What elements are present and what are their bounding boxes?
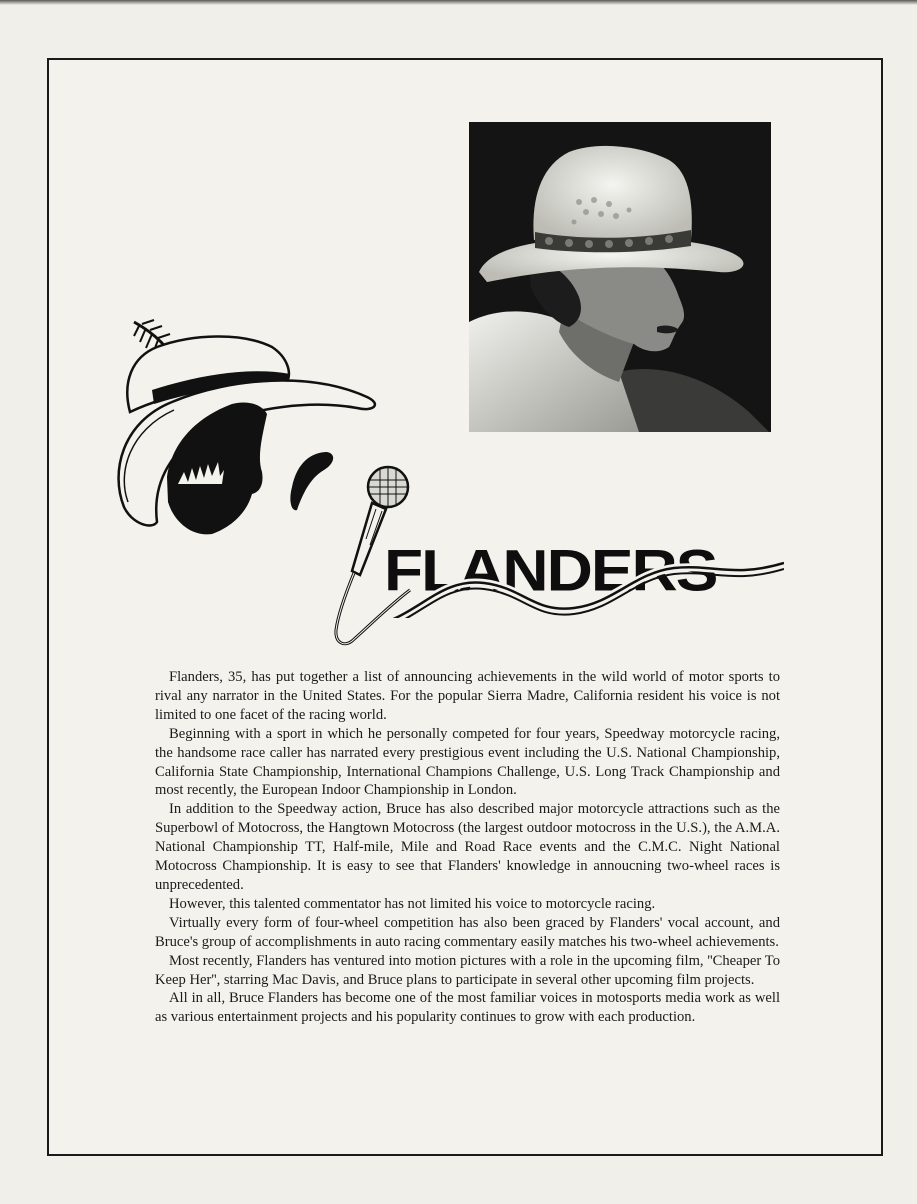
article-paragraph: All in all, Bruce Flanders has become one of the most familiar voices in motosports media work as well as various entertainment projects and his popularity continues to grow with each production.	[155, 990, 780, 1026]
article-paragraph: Flanders, 35, has put together a list of announcing achievements in the wild world of motor sports to rival any narrator in the United States. For the popular Sierra Madre, California resident his voice is not limited to one facet of the racing world.	[155, 669, 780, 723]
article-paragraph: However, this talented commentator has not limited his voice to motorcycle racing.	[169, 895, 656, 912]
scan-edge	[0, 0, 917, 5]
cowboy-portrait-photo	[469, 122, 771, 432]
article-paragraph: Virtually every form of four-wheel competition has also been graced by Flanders' vocal account, and Bruce's group of accomplishments in auto racing commentary easily matches his two-wheel achievements.	[155, 914, 780, 950]
article-paragraph: Most recently, Flanders has ventured into motion pictures with a role in the upcoming film, ''Cheaper To Keep Her'', starring Mac Davis, and Bruce plans to participate in several other upcoming film projects.	[155, 952, 780, 988]
article-body	[155, 668, 780, 1027]
article-paragraph: Beginning with a sport in which he personally competed for four years, Speedway motorcycle racing, the handsome race caller has narrated every prestigious event including the U.S. National Championship, California State Championship, International Champions Challenge, U.S. Long Track Championship and most recently, the European Indoor Championship in London.	[155, 725, 780, 799]
wordmark-title: FLANDERS	[384, 537, 717, 604]
article-paragraph: In addition to the Speedway action, Bruce has also described major motorcycle attractions such as the Superbowl of Motocross, the Hangtown Motocross (the largest outdoor motocross in the U.S.), the A.M.A. National Championship TT, Half-mile, Mile and Road Race events and the C.M.C. Night National Motocross Championship. It is easy to see that Flanders' knowledge in annoucning two-wheel races is unprecedented.	[155, 801, 780, 893]
flanders-wordmark	[384, 538, 784, 618]
